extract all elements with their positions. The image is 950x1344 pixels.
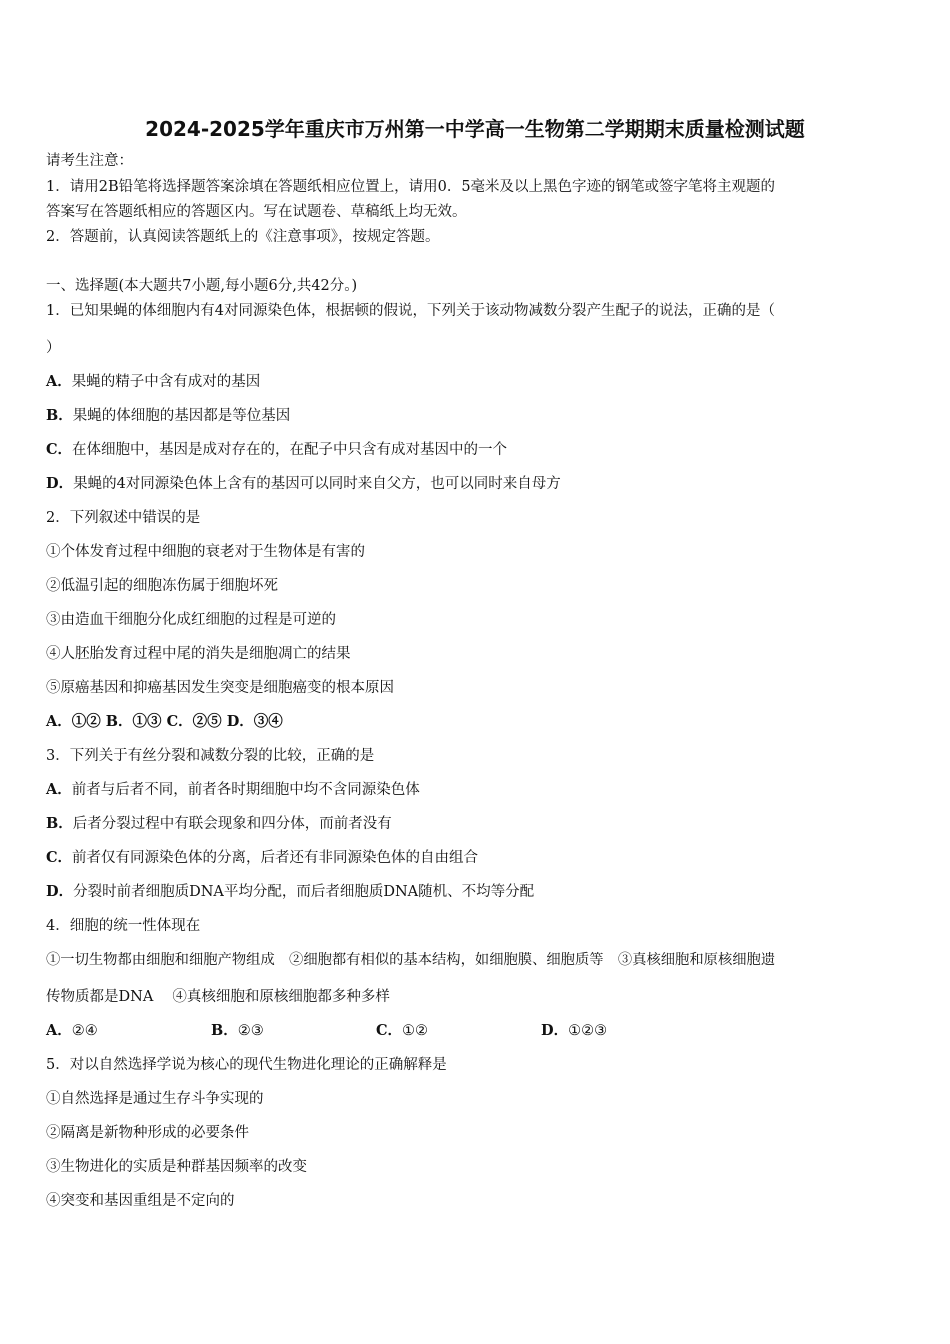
option-text: 前者与后者不同，前者各时期细胞中均不含同源染色体 bbox=[71, 782, 420, 798]
question-4-statements: ①一切生物都由细胞和细胞产物组成 ②细胞都有相似的基本结构，如细胞膜、细胞质等 ③真核细胞和原核细胞遗 bbox=[46, 952, 776, 968]
question-4-option-d bbox=[541, 1021, 607, 1041]
question-4-statements-cont: 传物质都是DNA ④真核细胞和原核细胞都多种多样 bbox=[46, 989, 390, 1005]
option-text: 果蝇的精子中含有成对的基因 bbox=[71, 374, 261, 390]
option-text: 前者仅有同源染色体的分离，后者还有非同源染色体的自由组合 bbox=[72, 850, 479, 866]
option-label: B． bbox=[211, 1022, 238, 1039]
question-1-option-a bbox=[46, 372, 260, 392]
question-3-option-a bbox=[46, 780, 420, 800]
option-label: C． bbox=[46, 441, 73, 458]
option-label: D． bbox=[46, 475, 74, 492]
option-text: ①② bbox=[402, 1023, 429, 1039]
notice-item-1: 1．请用2B铅笔将选择题答案涂填在答题纸相应位置上，请用0．5毫米及以上黑色字迹的钢笔或签字笔将主观题的 bbox=[46, 179, 776, 195]
option-text: 在体细胞中，基因是成对存在的，在配子中只含有成对基因中的一个 bbox=[72, 442, 508, 458]
question-2-statement-4: ④人胚胎发育过程中尾的消失是细胞凋亡的结果 bbox=[46, 646, 351, 662]
option-text: ②④ bbox=[71, 1023, 98, 1039]
question-1-option-c bbox=[46, 440, 507, 460]
question-5-statement-4: ④突变和基因重组是不定向的 bbox=[46, 1193, 235, 1209]
question-2-statement-2: ②低温引起的细胞冻伤属于细胞坏死 bbox=[46, 578, 278, 594]
question-2-statement-1: ①个体发育过程中细胞的衰老对于生物体是有害的 bbox=[46, 544, 365, 560]
option-text: 果蝇的体细胞的基因都是等位基因 bbox=[72, 408, 291, 424]
option-text: ①②③ bbox=[568, 1023, 608, 1039]
question-1-option-b bbox=[46, 406, 290, 426]
question-2-statement-5: ⑤原癌基因和抑癌基因发生突变是细胞癌变的根本原因 bbox=[46, 680, 394, 696]
notice-item-1-cont: 答案写在答题纸相应的答题区内。写在试题卷、草稿纸上均无效。 bbox=[46, 204, 467, 220]
option-text: 果蝇的4对同源染色体上含有的基因可以同时来自父方，也可以同时来自母方 bbox=[73, 476, 561, 492]
question-1-option-d bbox=[46, 474, 561, 494]
question-4-option-c bbox=[376, 1021, 428, 1041]
option-label: C． bbox=[46, 849, 73, 866]
option-label: A． bbox=[46, 1022, 72, 1039]
section-heading: 一、选择题(本大题共7小题,每小题6分,共42分。) bbox=[46, 278, 358, 294]
option-label: B． bbox=[46, 407, 73, 424]
notice-item-2: 2．答题前，认真阅读答题纸上的《注意事项》，按规定答题。 bbox=[46, 229, 440, 245]
option-label: A． bbox=[46, 373, 72, 390]
question-4-stem: 4．细胞的统一性体现在 bbox=[46, 918, 201, 934]
question-2-options: A．①② B．①③ C．②⑤ D．③④ bbox=[46, 713, 283, 730]
option-text: ②③ bbox=[237, 1023, 264, 1039]
option-text: 后者分裂过程中有联会现象和四分体，而前者没有 bbox=[72, 816, 392, 832]
question-4-option-a bbox=[46, 1021, 98, 1041]
question-5-stem: 5．对以自然选择学说为核心的现代生物进化理论的正确解释是 bbox=[46, 1057, 447, 1073]
question-4-option-b bbox=[211, 1021, 264, 1041]
question-2-stem: 2．下列叙述中错误的是 bbox=[46, 510, 201, 526]
option-label: D． bbox=[541, 1022, 569, 1039]
question-2-statement-3: ③由造血干细胞分化成红细胞的过程是可逆的 bbox=[46, 612, 336, 628]
question-5-statement-2: ②隔离是新物种形成的必要条件 bbox=[46, 1125, 249, 1141]
question-5-statement-1: ①自然选择是通过生存斗争实现的 bbox=[46, 1091, 264, 1107]
question-3-option-b bbox=[46, 814, 392, 834]
option-text: 分裂时前者细胞质DNA平均分配，而后者细胞质DNA随机、不均等分配 bbox=[73, 884, 535, 900]
question-1-stem-cont: ） bbox=[46, 340, 61, 356]
question-1-stem: 1．已知果蝇的体细胞内有4对同源染色体，根据顿的假说，下列关于该动物减数分裂产生配子的说法，正确的是（ bbox=[46, 303, 775, 319]
page-title: 2024-2025学年重庆市万州第一中学高一生物第二学期期末质量检测试题 bbox=[145, 117, 805, 141]
question-3-option-c bbox=[46, 848, 478, 868]
option-label: B． bbox=[46, 815, 73, 832]
question-5-statement-3: ③生物进化的实质是种群基因频率的改变 bbox=[46, 1159, 307, 1175]
notice-heading: 请考生注意： bbox=[46, 153, 133, 169]
question-3-option-d bbox=[46, 882, 534, 902]
question-3-stem: 3．下列关于有丝分裂和减数分裂的比较，正确的是 bbox=[46, 748, 375, 764]
option-label: A． bbox=[46, 781, 72, 798]
option-label: D． bbox=[46, 883, 74, 900]
option-label: C． bbox=[376, 1022, 403, 1039]
